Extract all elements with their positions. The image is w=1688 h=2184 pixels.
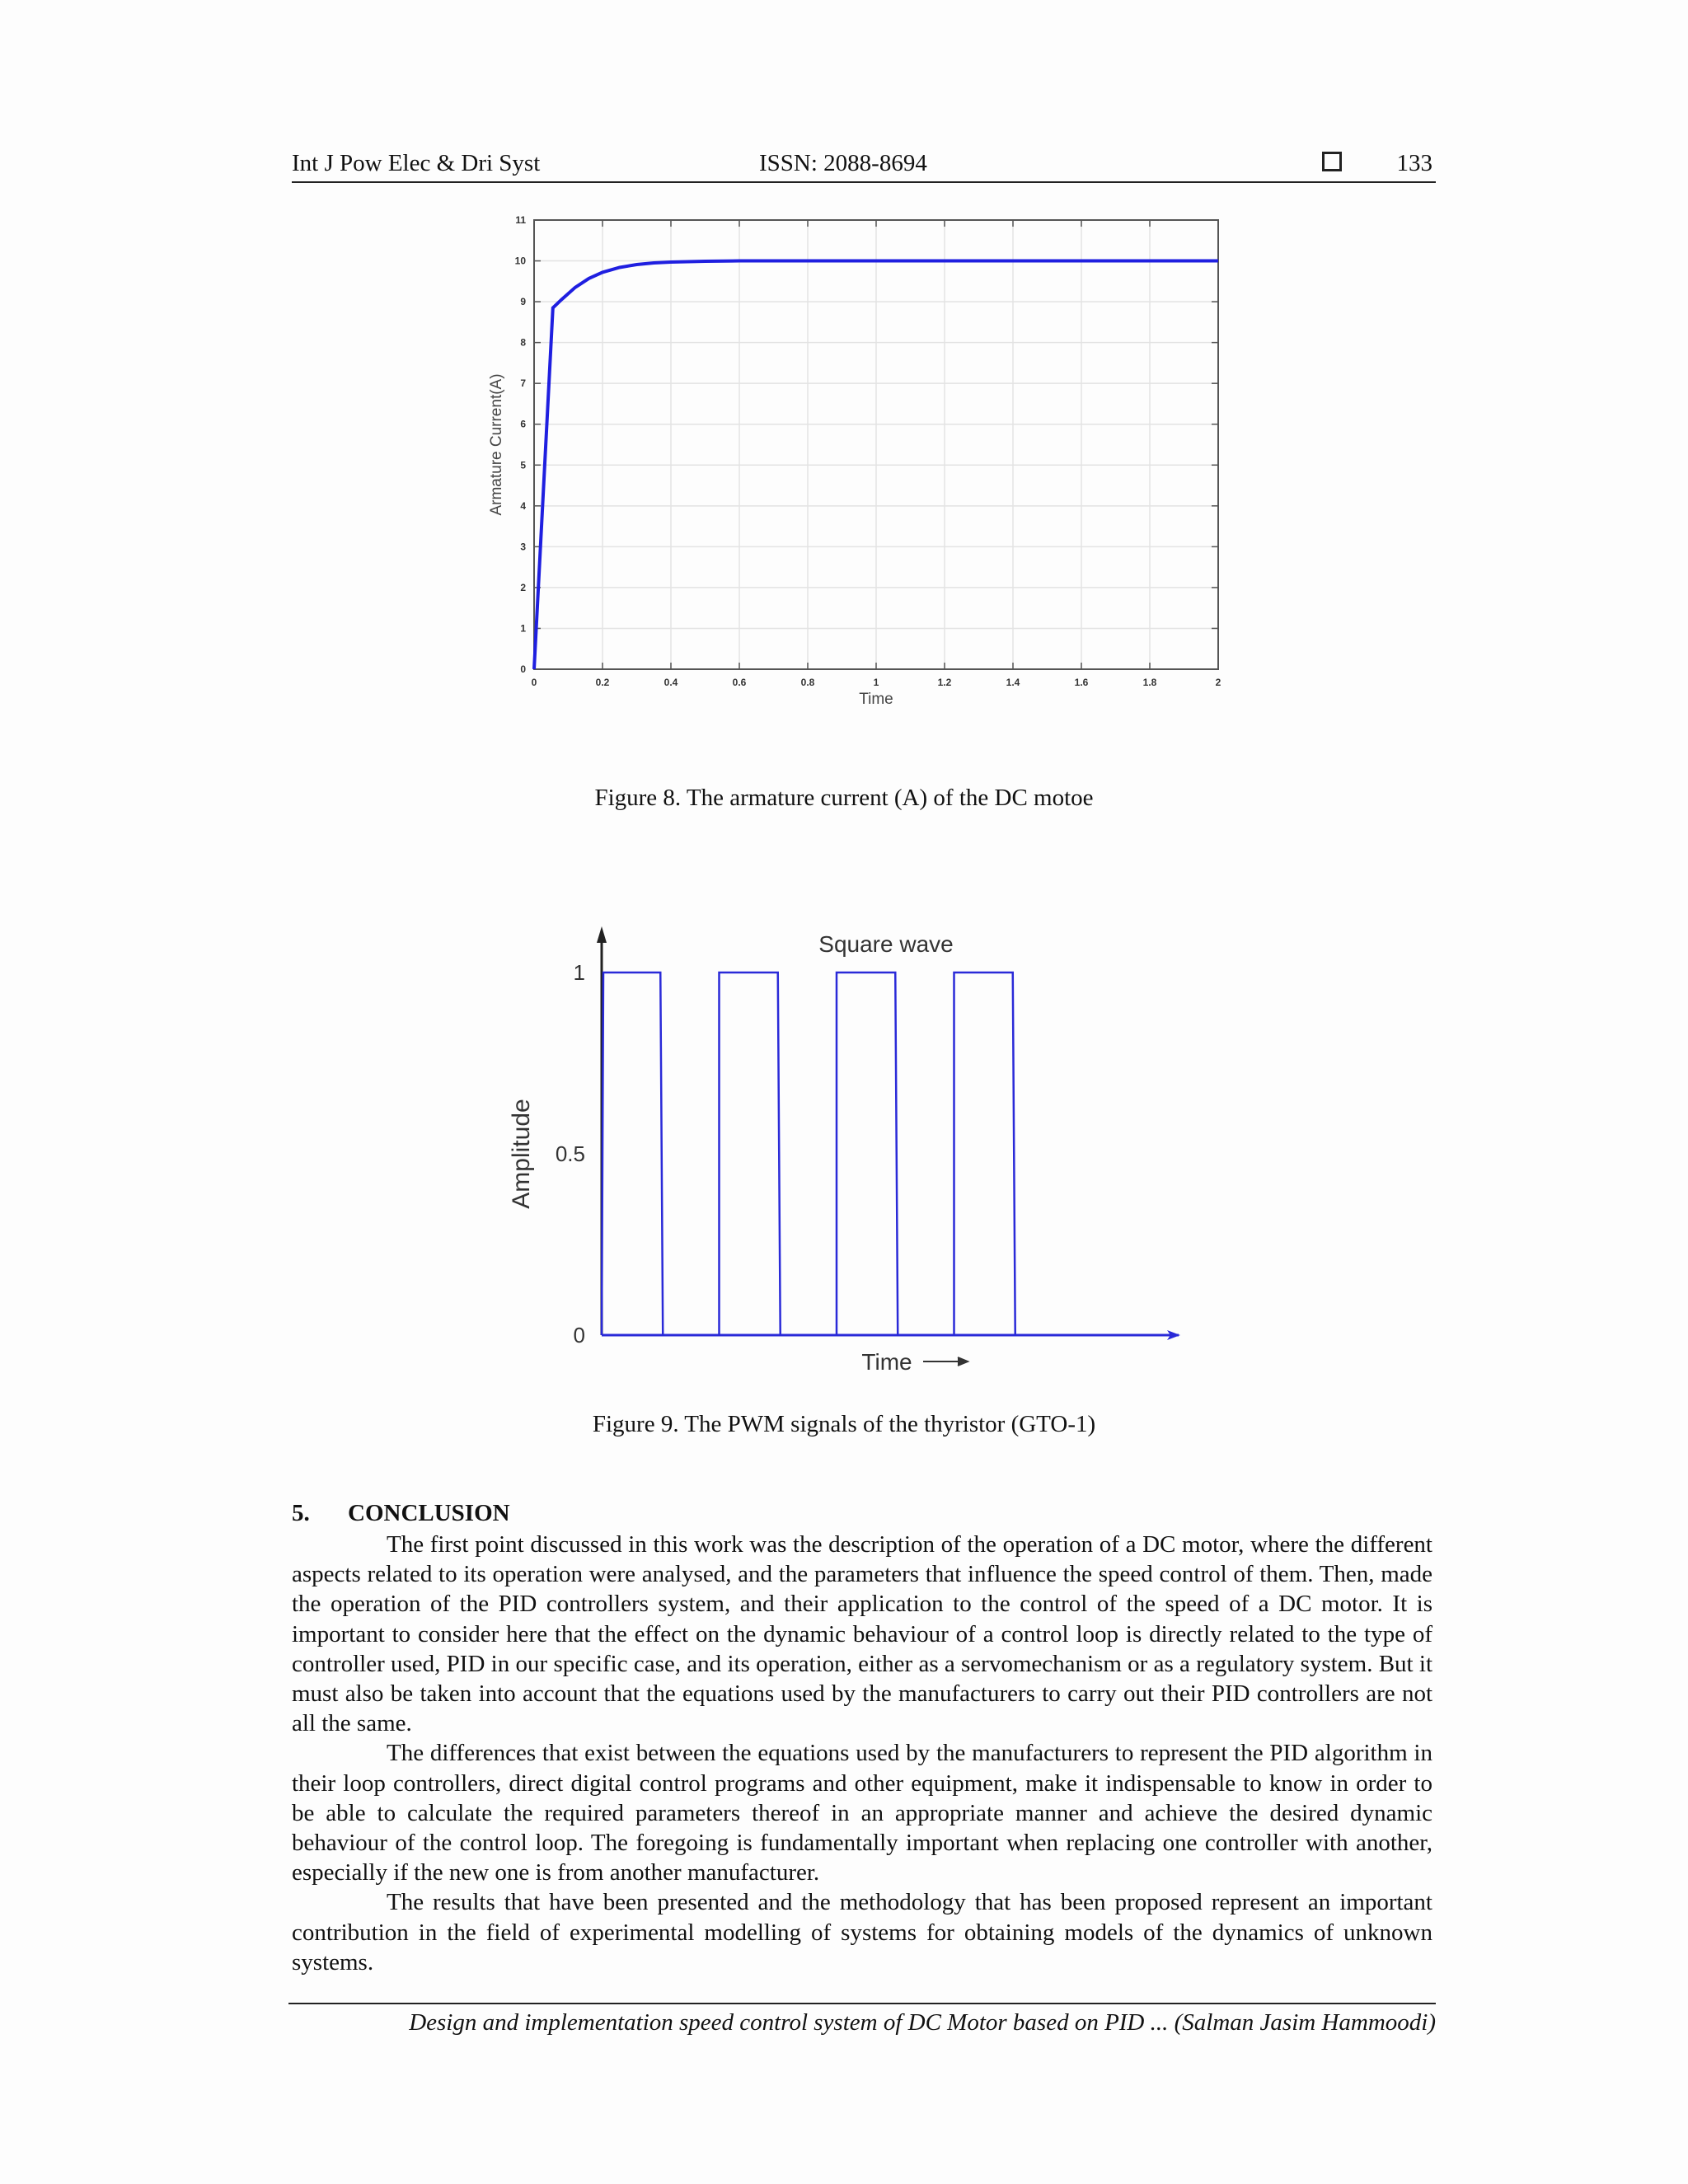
y-tick-labels	[556, 960, 585, 1347]
figure-9-caption: Figure 9. The PWM signals of the thyristor (GTO-1)	[592, 1411, 1096, 1437]
y-axis-label: Amplitude	[508, 1099, 535, 1209]
conclusion-body	[292, 1530, 1432, 1977]
y-axis-arrow-icon	[597, 926, 607, 943]
figure-8-caption: Figure 8. The armature current (A) of the DC motoe	[594, 785, 1094, 811]
x-tick-label: 1.2	[937, 677, 952, 688]
page-footer: Design and implementation speed control system of DC Motor based on PID ... (Salman Jasim Hammoodi)	[288, 2003, 1436, 2036]
y-tick-label: 4	[520, 499, 526, 512]
y-tick-label: 7	[520, 377, 526, 390]
x-tick-label: 1	[873, 677, 879, 688]
figure-8-chart	[486, 210, 1236, 758]
section-heading	[292, 1500, 510, 1527]
y-tick-label: 10	[514, 255, 526, 267]
y-tick-label: 3	[520, 541, 526, 553]
journal-name: Int J Pow Elec & Dri Syst	[292, 150, 541, 176]
y-tick-label: 11	[515, 214, 526, 226]
x-axis-label: Time	[859, 691, 893, 708]
x-tick-label: 1.8	[1142, 677, 1157, 688]
series-square-wave	[602, 972, 1015, 1335]
x-tick-label: 2	[1215, 677, 1221, 688]
page-number: 133	[1396, 150, 1432, 176]
x-tick-label: 0.6	[732, 677, 747, 688]
section-title: CONCLUSION	[348, 1500, 510, 1526]
right-arrow-icon	[923, 1357, 968, 1366]
chart-title: Square wave	[818, 931, 954, 957]
square-bullet-icon	[1322, 152, 1342, 171]
paragraph: The first point discussed in this work was the description of the operation of a DC motor, where the different aspects related to its operation were analysed, and the parameters that influence the speed control of them. Then, made the operation of the PID controllers system, and their application to the control of the speed of a DC motor. It is important to consider here that the effect on the dynamic behaviour of a control loop is directly related to the type of controller used, PID in our specific case, and its operation, either as a servomechanism or as a regulatory system. But it must also be taken into account that the equations used by the manufacturers to carry out their PID controllers are not all the same.	[292, 1531, 1432, 1737]
x-axis-label: Time	[861, 1349, 912, 1375]
y-tick-label: 2	[520, 581, 526, 593]
paragraph: The results that have been presented and the methodology that has been proposed represent an important contribution in the field of experimental modelling of systems for obtaining models of the dynamics of unknown systems.	[292, 1889, 1432, 1975]
y-tick-label: 5	[520, 459, 526, 471]
paragraph: The differences that exist between the equations used by the manufacturers to represent the PID algorithm in their loop controllers, direct digital control programs and other equipment, make it indispensable to know in order to be able to calculate the required parameters thereof in an appropriate manner and achieve the desired dynamic behaviour of the control loop. The foregoing is fundamentally important when replacing one controller with another, especially if the new one is from another manufacturer.	[292, 1740, 1432, 1886]
y-tick-label: 9	[520, 296, 526, 308]
x-tick-label: 0.2	[595, 677, 610, 688]
y-tick-label: 6	[520, 418, 526, 430]
y-tick-label: 0.5	[555, 1141, 585, 1166]
axis-ticks	[515, 214, 1221, 688]
y-tick-label: 8	[520, 336, 526, 349]
figure-9-chart	[495, 890, 1203, 1385]
y-tick-label: 1	[573, 960, 585, 985]
x-tick-label: 0.4	[663, 677, 678, 688]
y-axis-label: Armature Current(A)	[488, 373, 505, 516]
section-number: 5.	[292, 1500, 310, 1526]
x-tick-label: 0	[531, 677, 537, 688]
page-header	[292, 147, 1436, 183]
y-tick-label: 1	[520, 622, 526, 635]
y-tick-label: 0	[520, 663, 526, 675]
issn: ISSN: 2088-8694	[759, 150, 927, 176]
x-tick-label: 1.4	[1006, 677, 1020, 688]
x-tick-label: 1.6	[1074, 677, 1089, 688]
grid-lines	[534, 220, 1218, 669]
y-tick-label: 0	[573, 1323, 585, 1347]
x-tick-label: 0.8	[800, 677, 815, 688]
